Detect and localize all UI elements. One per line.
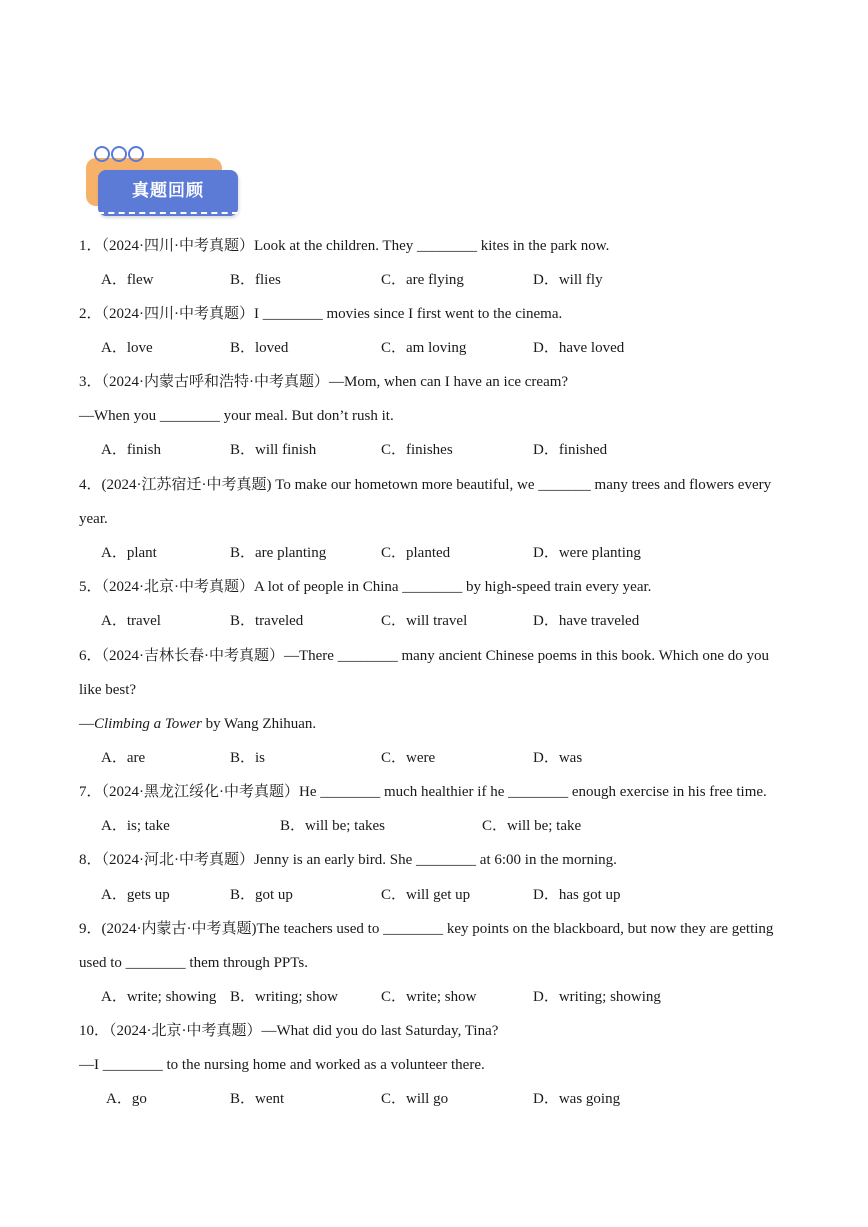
option-c: C．will get up: [381, 887, 471, 903]
option-d: D．writing; showing: [533, 989, 661, 1005]
option-d: D．were planting: [533, 545, 641, 561]
option-b: B．traveled: [230, 613, 304, 629]
question-7-stem: 7．（2024·黑龙江绥化·中考真题）He ________ much healthier if he ________ enough exercise in his free time.: [79, 784, 767, 800]
section-badge: [84, 146, 244, 222]
question-3-stem-line2: —When you ________ your meal. But don’t rush it.: [79, 408, 394, 424]
question-3-stem: 3．（2024·内蒙古呼和浩特·中考真题）—Mom, when can I have an ice cream?: [79, 374, 569, 390]
option-d: D．has got up: [533, 887, 621, 903]
question-4-stem-line2: year.: [79, 511, 108, 527]
question-6-options: [0, 748, 868, 768]
question-1-stem: 1．（2024·四川·中考真题）Look at the children. They ________ kites in the park now.: [79, 238, 610, 254]
option-a: A．gets up: [101, 887, 170, 903]
question-8-options: [0, 885, 868, 905]
option-b: B．will be; takes: [280, 818, 385, 834]
option-c: C．am loving: [381, 340, 467, 356]
option-a: A．love: [101, 340, 153, 356]
question-6-stem-line2: like best?: [79, 682, 137, 698]
question-4-stem: 4．(2024·江苏宿迁·中考真题) To make our hometown more beautiful, we _______ many trees and flowers every: [79, 477, 772, 493]
question-3-options: [0, 440, 868, 460]
question-9-options: [0, 987, 868, 1007]
question-9-stem-line2: used to ________ them through PPTs.: [79, 955, 308, 971]
option-c: C．will travel: [381, 613, 468, 629]
option-d: D．have traveled: [533, 613, 640, 629]
question-10-stem-line2: —I ________ to the nursing home and worked as a volunteer there.: [79, 1057, 485, 1073]
question-6-answer-line: —Climbing a Tower by Wang Zhihuan.: [79, 716, 317, 732]
option-c: C．finishes: [381, 442, 453, 458]
question-4-options: [0, 543, 868, 563]
option-c: C．are flying: [381, 272, 464, 288]
option-c: C．planted: [381, 545, 451, 561]
option-a: A．write; showing: [101, 989, 217, 1005]
option-c: C．write; show: [381, 989, 477, 1005]
option-b: B．is: [230, 750, 266, 766]
option-d: D．was: [533, 750, 583, 766]
option-b: B．went: [230, 1091, 285, 1107]
question-10-stem: 10．（2024·北京·中考真题）—What did you do last Saturday, Tina?: [79, 1023, 499, 1039]
option-a: A．plant: [101, 545, 157, 561]
question-1-options: [0, 270, 868, 290]
option-a: A．are: [101, 750, 146, 766]
badge-dashed-line: [98, 212, 238, 214]
question-5-options: [0, 611, 868, 631]
question-6-stem: 6．（2024·吉林长春·中考真题）—There ________ many ancient Chinese poems in this book. Which one do you: [79, 648, 770, 664]
question-2-options: [0, 338, 868, 358]
option-b: B．loved: [230, 340, 289, 356]
question-10-options: [0, 1089, 868, 1109]
book-title: Climbing a Tower: [94, 716, 202, 732]
option-c: C．will be; take: [482, 818, 582, 834]
option-c: C．were: [381, 750, 436, 766]
question-8-stem: 8．（2024·河北·中考真题）Jenny is an early bird. She ________ at 6:00 in the morning.: [79, 852, 617, 868]
question-2-stem: 2．（2024·四川·中考真题）I ________ movies since I first went to the cinema.: [79, 306, 563, 322]
question-7-options: [0, 816, 868, 836]
option-a: A．flew: [101, 272, 154, 288]
section-title: 真题回顾: [132, 181, 204, 201]
option-b: B．will finish: [230, 442, 317, 458]
option-b: B．are planting: [230, 545, 327, 561]
option-d: D．have loved: [533, 340, 625, 356]
question-9-stem: 9．(2024·内蒙古·中考真题)The teachers used to ________ key points on the blackboard, but now they are getting: [79, 921, 774, 937]
author-text: by Wang Zhihuan.: [201, 716, 317, 732]
option-b: B．got up: [230, 887, 293, 903]
option-a: A．finish: [101, 442, 162, 458]
option-d: D．finished: [533, 442, 608, 458]
option-a: A．is; take: [101, 818, 170, 834]
option-a: A．go: [106, 1091, 147, 1107]
option-a: A．travel: [101, 613, 161, 629]
option-d: D．was going: [533, 1091, 621, 1107]
option-d: D．will fly: [533, 272, 603, 288]
option-c: C．will go: [381, 1091, 449, 1107]
option-b: B．flies: [230, 272, 281, 288]
question-5-stem: 5．（2024·北京·中考真题）A lot of people in China ________ by high-speed train every year.: [79, 579, 652, 595]
option-b: B．writing; show: [230, 989, 338, 1005]
